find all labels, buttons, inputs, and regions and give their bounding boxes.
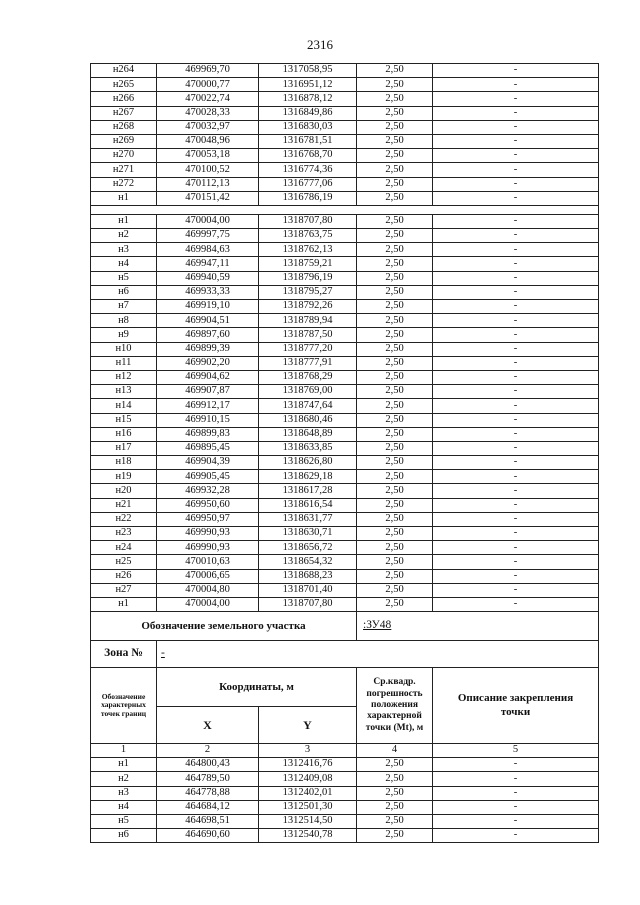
fixation-description: - [433, 191, 599, 205]
accuracy: 2,50 [357, 569, 433, 583]
fixation-description: - [433, 800, 599, 814]
coord-y: 1316830,03 [259, 120, 357, 134]
accuracy: 2,50 [357, 64, 433, 78]
fixation-description: - [433, 356, 599, 370]
point-designation: н7 [91, 300, 157, 314]
coord-x: 470100,52 [157, 163, 259, 177]
accuracy: 2,50 [357, 583, 433, 597]
accuracy: 2,50 [357, 285, 433, 299]
coord-x: 464690,60 [157, 829, 259, 843]
fixation-description: - [433, 829, 599, 843]
coord-x: 469984,63 [157, 243, 259, 257]
fixation-description: - [433, 120, 599, 134]
fixation-description: - [433, 456, 599, 470]
point-designation: н1 [91, 758, 157, 772]
point-designation: н1 [91, 597, 157, 611]
coord-x: 469897,60 [157, 328, 259, 342]
header-x: X [157, 707, 259, 744]
coord-x: 464684,12 [157, 800, 259, 814]
table-row [91, 541, 599, 555]
fixation-description: - [433, 385, 599, 399]
table-row [91, 257, 599, 271]
point-designation: н2 [91, 772, 157, 786]
accuracy: 2,50 [357, 800, 433, 814]
fixation-description: - [433, 413, 599, 427]
accuracy: 2,50 [357, 229, 433, 243]
coord-x: 469899,83 [157, 427, 259, 441]
coord-x: 470004,00 [157, 597, 259, 611]
fixation-description: - [433, 555, 599, 569]
coord-y: 1318616,54 [259, 498, 357, 512]
coord-x: 470112,13 [157, 177, 259, 191]
fixation-description: - [433, 78, 599, 92]
fixation-description: - [433, 527, 599, 541]
accuracy: 2,50 [357, 597, 433, 611]
fixation-description: - [433, 285, 599, 299]
point-designation: н5 [91, 814, 157, 828]
coord-y: 1318747,64 [259, 399, 357, 413]
fixation-description: - [433, 498, 599, 512]
table-row [91, 120, 599, 134]
point-designation: н3 [91, 786, 157, 800]
accuracy: 2,50 [357, 814, 433, 828]
point-designation: н17 [91, 441, 157, 455]
accuracy: 2,50 [357, 829, 433, 843]
accuracy: 2,50 [357, 512, 433, 526]
fixation-description: - [433, 399, 599, 413]
coord-x: 469895,45 [157, 441, 259, 455]
coord-x: 470032,97 [157, 120, 259, 134]
accuracy: 2,50 [357, 300, 433, 314]
accuracy: 2,50 [357, 413, 433, 427]
fixation-description: - [433, 814, 599, 828]
point-designation: н15 [91, 413, 157, 427]
land-plot-value: :ЗУ48 [357, 612, 599, 641]
coord-y: 1318787,50 [259, 328, 357, 342]
fixation-description: - [433, 541, 599, 555]
table-row [91, 555, 599, 569]
accuracy: 2,50 [357, 257, 433, 271]
fixation-description: - [433, 163, 599, 177]
coord-x: 469904,62 [157, 370, 259, 384]
table-row [91, 385, 599, 399]
land-plot-label: Обозначение земельного участка [91, 612, 357, 641]
coord-y: 1318680,46 [259, 413, 357, 427]
fixation-description: - [433, 257, 599, 271]
coord-y: 1312416,76 [259, 758, 357, 772]
accuracy: 2,50 [357, 399, 433, 413]
fixation-description: - [433, 569, 599, 583]
column-number: 1 [91, 744, 157, 758]
table-row [91, 498, 599, 512]
point-designation: н23 [91, 527, 157, 541]
point-designation: н1 [91, 214, 157, 228]
accuracy: 2,50 [357, 191, 433, 205]
coord-y: 1312409,08 [259, 772, 357, 786]
accuracy: 2,50 [357, 163, 433, 177]
table-row [91, 470, 599, 484]
fixation-description: - [433, 106, 599, 120]
column-number: 5 [433, 744, 599, 758]
accuracy: 2,50 [357, 177, 433, 191]
accuracy: 2,50 [357, 134, 433, 148]
coord-x: 470053,18 [157, 149, 259, 163]
coord-x: 469969,70 [157, 64, 259, 78]
coord-y: 1318769,00 [259, 385, 357, 399]
table-row [91, 300, 599, 314]
coord-y: 1318707,80 [259, 214, 357, 228]
fixation-description: - [433, 177, 599, 191]
coord-y: 1318648,89 [259, 427, 357, 441]
table-row [91, 92, 599, 106]
accuracy: 2,50 [357, 484, 433, 498]
coord-x: 469910,15 [157, 413, 259, 427]
coord-x: 464698,51 [157, 814, 259, 828]
accuracy: 2,50 [357, 527, 433, 541]
fixation-description: - [433, 786, 599, 800]
accuracy: 2,50 [357, 786, 433, 800]
coord-y: 1317058,95 [259, 64, 357, 78]
column-number: 2 [157, 744, 259, 758]
point-designation: н12 [91, 370, 157, 384]
point-designation: н267 [91, 106, 157, 120]
point-designation: н21 [91, 498, 157, 512]
fixation-description: - [433, 243, 599, 257]
coord-y: 1318707,80 [259, 597, 357, 611]
coord-x: 469990,93 [157, 527, 259, 541]
table-row [91, 399, 599, 413]
zone-row [91, 641, 599, 668]
header-description: Описание закрепления точки [433, 668, 599, 744]
table-row [91, 370, 599, 384]
coord-y: 1316777,06 [259, 177, 357, 191]
coord-x: 470151,42 [157, 191, 259, 205]
coord-x: 464789,50 [157, 772, 259, 786]
table-row [91, 163, 599, 177]
table-row [91, 583, 599, 597]
table-row [91, 512, 599, 526]
fixation-description: - [433, 271, 599, 285]
coord-y: 1318631,77 [259, 512, 357, 526]
point-designation: н2 [91, 229, 157, 243]
coord-x: 470048,96 [157, 134, 259, 148]
block3-rows [91, 758, 599, 843]
column-number: 4 [357, 744, 433, 758]
accuracy: 2,50 [357, 271, 433, 285]
coord-x: 469990,93 [157, 541, 259, 555]
coord-x: 469902,20 [157, 356, 259, 370]
fixation-description: - [433, 441, 599, 455]
fixation-description: - [433, 470, 599, 484]
accuracy: 2,50 [357, 78, 433, 92]
coord-x: 470028,33 [157, 106, 259, 120]
table-row [91, 356, 599, 370]
point-designation: н6 [91, 829, 157, 843]
coordinates-table [90, 63, 599, 843]
coord-y: 1312514,50 [259, 814, 357, 828]
table-row [91, 597, 599, 611]
coord-y: 1318789,94 [259, 314, 357, 328]
accuracy: 2,50 [357, 342, 433, 356]
coord-y: 1316849,86 [259, 106, 357, 120]
point-designation: н22 [91, 512, 157, 526]
coord-y: 1316786,19 [259, 191, 357, 205]
accuracy: 2,50 [357, 427, 433, 441]
point-designation: н268 [91, 120, 157, 134]
coord-y: 1312501,30 [259, 800, 357, 814]
point-designation: н13 [91, 385, 157, 399]
accuracy: 2,50 [357, 498, 433, 512]
page-number: 2316 [307, 37, 333, 52]
table-row [91, 527, 599, 541]
fixation-description: - [433, 328, 599, 342]
coord-y: 1318688,23 [259, 569, 357, 583]
table-row [91, 314, 599, 328]
accuracy: 2,50 [357, 149, 433, 163]
fixation-description: - [433, 314, 599, 328]
table-row [91, 106, 599, 120]
point-designation: н4 [91, 257, 157, 271]
fixation-description: - [433, 427, 599, 441]
point-designation: н269 [91, 134, 157, 148]
point-designation: н271 [91, 163, 157, 177]
coord-x: 470000,77 [157, 78, 259, 92]
point-designation: н8 [91, 314, 157, 328]
coord-y: 1318629,18 [259, 470, 357, 484]
coord-y: 1316951,12 [259, 78, 357, 92]
header-designation: Обозначение характерных точек границ [91, 668, 157, 744]
table-row [91, 800, 599, 814]
block1-rows [91, 64, 599, 206]
coord-x: 469950,97 [157, 512, 259, 526]
coord-y: 1318777,20 [259, 342, 357, 356]
fixation-description: - [433, 149, 599, 163]
land-plot-row [91, 612, 599, 641]
accuracy: 2,50 [357, 370, 433, 384]
point-designation: н14 [91, 399, 157, 413]
coord-x: 469912,17 [157, 399, 259, 413]
point-designation: н11 [91, 356, 157, 370]
point-designation: н24 [91, 541, 157, 555]
fixation-description: - [433, 583, 599, 597]
coord-x: 469904,39 [157, 456, 259, 470]
coord-x: 469933,33 [157, 285, 259, 299]
coord-x: 469997,75 [157, 229, 259, 243]
point-designation: н18 [91, 456, 157, 470]
coord-y: 1318762,13 [259, 243, 357, 257]
header-accuracy: Ср.квадр. погрешность положения характерной точки (Mt), м [357, 668, 433, 744]
accuracy: 2,50 [357, 120, 433, 134]
coord-y: 1318796,19 [259, 271, 357, 285]
coord-y: 1318701,40 [259, 583, 357, 597]
fixation-description: - [433, 597, 599, 611]
table-row [91, 134, 599, 148]
coord-y: 1318795,27 [259, 285, 357, 299]
accuracy: 2,50 [357, 314, 433, 328]
fixation-description: - [433, 484, 599, 498]
coord-y: 1312402,01 [259, 786, 357, 800]
column-number-row [91, 744, 599, 758]
point-designation: н19 [91, 470, 157, 484]
table-row [91, 786, 599, 800]
block2-rows [91, 214, 599, 611]
point-designation: н265 [91, 78, 157, 92]
accuracy: 2,50 [357, 441, 433, 455]
zone-value: - [157, 641, 599, 668]
coord-x: 470006,65 [157, 569, 259, 583]
fixation-description: - [433, 512, 599, 526]
coord-y: 1318630,71 [259, 527, 357, 541]
point-designation: н3 [91, 243, 157, 257]
accuracy: 2,50 [357, 456, 433, 470]
point-designation: н5 [91, 271, 157, 285]
point-designation: н26 [91, 569, 157, 583]
table-row [91, 149, 599, 163]
table-row [91, 427, 599, 441]
point-designation: н1 [91, 191, 157, 205]
coord-x: 464800,43 [157, 758, 259, 772]
accuracy: 2,50 [357, 470, 433, 484]
coord-y: 1316774,36 [259, 163, 357, 177]
coord-x: 470022,74 [157, 92, 259, 106]
header-row [91, 668, 599, 707]
table-row [91, 214, 599, 228]
coord-y: 1318768,29 [259, 370, 357, 384]
coord-y: 1316878,12 [259, 92, 357, 106]
coord-x: 469907,87 [157, 385, 259, 399]
coord-y: 1312540,78 [259, 829, 357, 843]
fixation-description: - [433, 758, 599, 772]
coord-y: 1318656,72 [259, 541, 357, 555]
coord-x: 469905,45 [157, 470, 259, 484]
point-designation: н10 [91, 342, 157, 356]
coord-y: 1318617,28 [259, 484, 357, 498]
coord-x: 469932,28 [157, 484, 259, 498]
accuracy: 2,50 [357, 541, 433, 555]
coord-x: 470010,63 [157, 555, 259, 569]
accuracy: 2,50 [357, 385, 433, 399]
coord-y: 1318792,26 [259, 300, 357, 314]
fixation-description: - [433, 64, 599, 78]
table-row [91, 413, 599, 427]
table-row [91, 342, 599, 356]
accuracy: 2,50 [357, 555, 433, 569]
table-row [91, 64, 599, 78]
point-designation: н25 [91, 555, 157, 569]
point-designation: н266 [91, 92, 157, 106]
table-row [91, 191, 599, 205]
table-row [91, 772, 599, 786]
fixation-description: - [433, 229, 599, 243]
coord-y: 1318777,91 [259, 356, 357, 370]
accuracy: 2,50 [357, 328, 433, 342]
coord-x: 469904,51 [157, 314, 259, 328]
coord-x: 470004,80 [157, 583, 259, 597]
accuracy: 2,50 [357, 772, 433, 786]
table-row [91, 758, 599, 772]
table-row [91, 484, 599, 498]
point-designation: н4 [91, 800, 157, 814]
coord-y: 1318654,32 [259, 555, 357, 569]
coord-x: 469940,59 [157, 271, 259, 285]
table-row [91, 328, 599, 342]
point-designation: н9 [91, 328, 157, 342]
point-designation: н272 [91, 177, 157, 191]
header-y: Y [259, 707, 357, 744]
point-designation: н270 [91, 149, 157, 163]
point-designation: н6 [91, 285, 157, 299]
fixation-description: - [433, 370, 599, 384]
coord-x: 469919,10 [157, 300, 259, 314]
coord-y: 1316768,70 [259, 149, 357, 163]
table-row [91, 441, 599, 455]
point-designation: н264 [91, 64, 157, 78]
fixation-description: - [433, 300, 599, 314]
table-row [91, 456, 599, 470]
table-row [91, 177, 599, 191]
point-designation: н16 [91, 427, 157, 441]
table-row [91, 829, 599, 843]
fixation-description: - [433, 134, 599, 148]
coord-x: 470004,00 [157, 214, 259, 228]
table-row [91, 271, 599, 285]
coord-y: 1318759,21 [259, 257, 357, 271]
zone-label: Зона № [91, 641, 157, 668]
accuracy: 2,50 [357, 106, 433, 120]
fixation-description: - [433, 772, 599, 786]
point-designation: н27 [91, 583, 157, 597]
coord-y: 1318763,75 [259, 229, 357, 243]
fixation-description: - [433, 92, 599, 106]
coord-y: 1318633,85 [259, 441, 357, 455]
accuracy: 2,50 [357, 214, 433, 228]
accuracy: 2,50 [357, 356, 433, 370]
column-number: 3 [259, 744, 357, 758]
table-row [91, 285, 599, 299]
fixation-description: - [433, 214, 599, 228]
table-row [91, 229, 599, 243]
accuracy: 2,50 [357, 243, 433, 257]
coord-y: 1318626,80 [259, 456, 357, 470]
coord-x: 469947,11 [157, 257, 259, 271]
table-row [91, 78, 599, 92]
coord-y: 1316781,51 [259, 134, 357, 148]
block-separator [91, 205, 599, 214]
coord-x: 469950,60 [157, 498, 259, 512]
coord-x: 464778,88 [157, 786, 259, 800]
coord-x: 469899,39 [157, 342, 259, 356]
table-row [91, 814, 599, 828]
table-row [91, 569, 599, 583]
table-row [91, 243, 599, 257]
fixation-description: - [433, 342, 599, 356]
point-designation: н20 [91, 484, 157, 498]
header-coordinates: Координаты, м [157, 668, 357, 707]
accuracy: 2,50 [357, 92, 433, 106]
accuracy: 2,50 [357, 758, 433, 772]
